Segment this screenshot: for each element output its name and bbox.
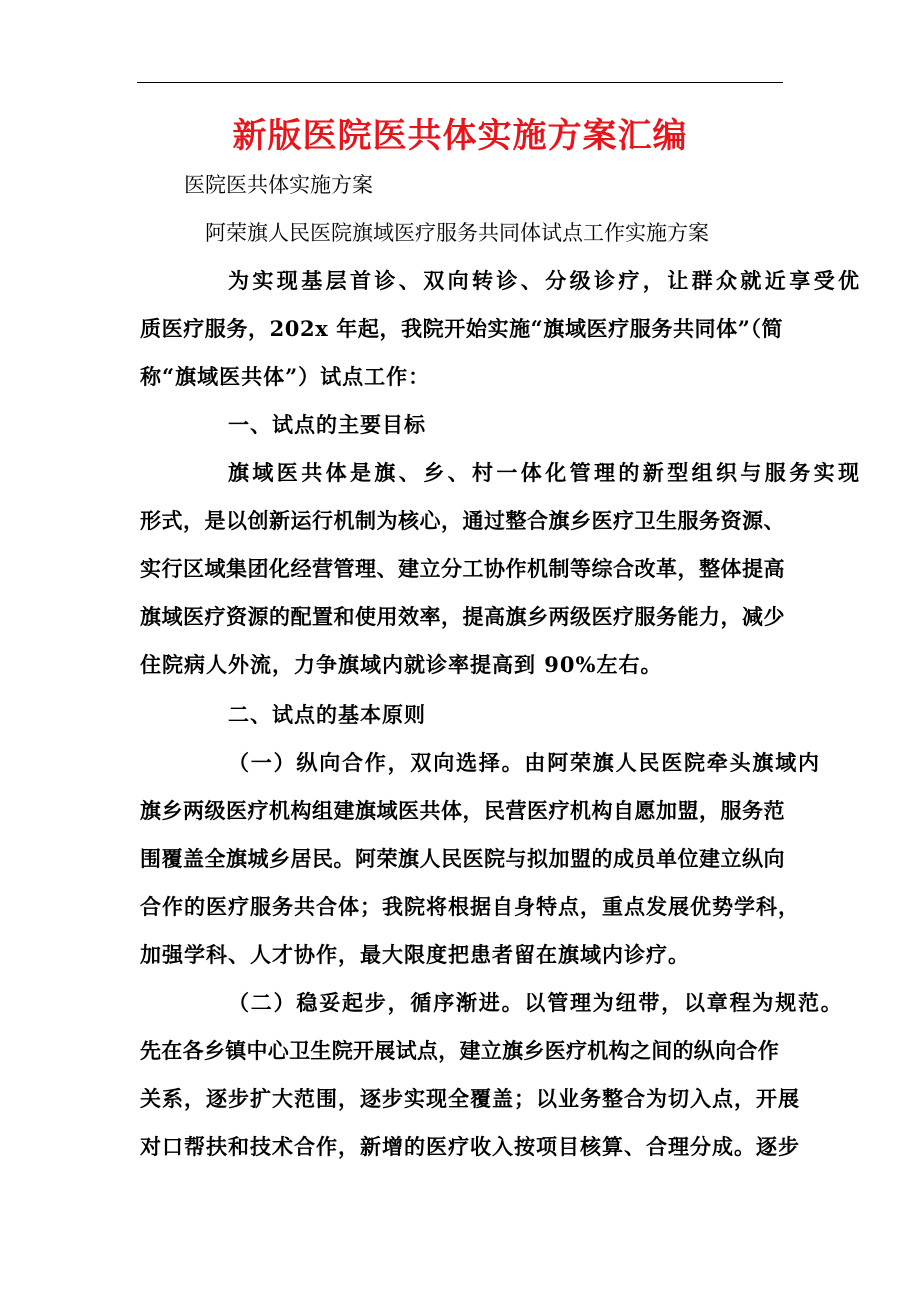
paragraph-line: 对口帮扶和技术合作，新增的医疗收入按项目核算、合理分成。逐步 [140,1134,800,1159]
plan-title-line: 阿荣旗人民医院旗域医疗服务共同体试点工作实施方案 [205,221,709,245]
paragraph-line: 实行区域集团化经营管理、建立分工协作机制等综合改革，整体提高 [140,556,785,581]
header-rule [137,82,783,83]
paragraph-line: 合作的医疗服务共合体；我院将根据自身特点，重点发展优势学科， [140,894,800,919]
paragraph-line: 先在各乡镇中心卫生院开展试点，建立旗乡医疗机构之间的纵向合作 [140,1038,779,1063]
paragraph-line: 形式，是以创新运行机制为核心，通过整合旗乡医疗卫生服务资源、 [140,508,785,533]
paragraph-line: 围覆盖全旗城乡居民。阿荣旗人民医院与拟加盟的成员单位建立纵向 [140,846,785,871]
paragraph-line: 旗域医疗资源的配置和使用效率，提高旗乡两级医疗服务能力，减少 [140,604,785,629]
paragraph-line: 关系，逐步扩大范围，逐步实现全覆盖；以业务整合为切入点，开展 [140,1086,800,1111]
section-heading: 一、试点的主要目标 [228,412,426,437]
paragraph-line: 为实现基层首诊、双向转诊、分级诊疗，让群众就近享受优 [228,268,863,293]
subtitle-line: 医院医共体实施方案 [184,173,373,197]
document-title: 新版医院医共体实施方案汇编 [232,116,688,156]
paragraph-line: 质医疗服务，202x 年起，我院开始实施“旗域医疗服务共同体”（简 [140,316,784,341]
paragraph-line: 旗域医共体是旗、乡、村一体化管理的新型组织与服务实现 [228,460,863,485]
paragraph-line: 加强学科、人才协作，最大限度把患者留在旗域内诊疗。 [140,942,690,967]
section-heading: 二、试点的基本原则 [228,702,426,727]
paragraph-line: （一）纵向合作，双向选择。由阿荣旗人民医院牵头旗域内 [228,750,821,775]
paragraph-line: 住院病人外流，力争旗域内就诊率提高到 90%左右。 [140,652,663,677]
paragraph-line: 旗乡两级医疗机构组建旗域医共体，民营医疗机构自愿加盟，服务范 [140,798,785,823]
paragraph-line: （二）稳妥起步，循序渐进。以管理为纽带，以章程为规范。 [228,990,844,1015]
paragraph-line: 称“旗域医共体”）试点工作： [140,364,431,389]
